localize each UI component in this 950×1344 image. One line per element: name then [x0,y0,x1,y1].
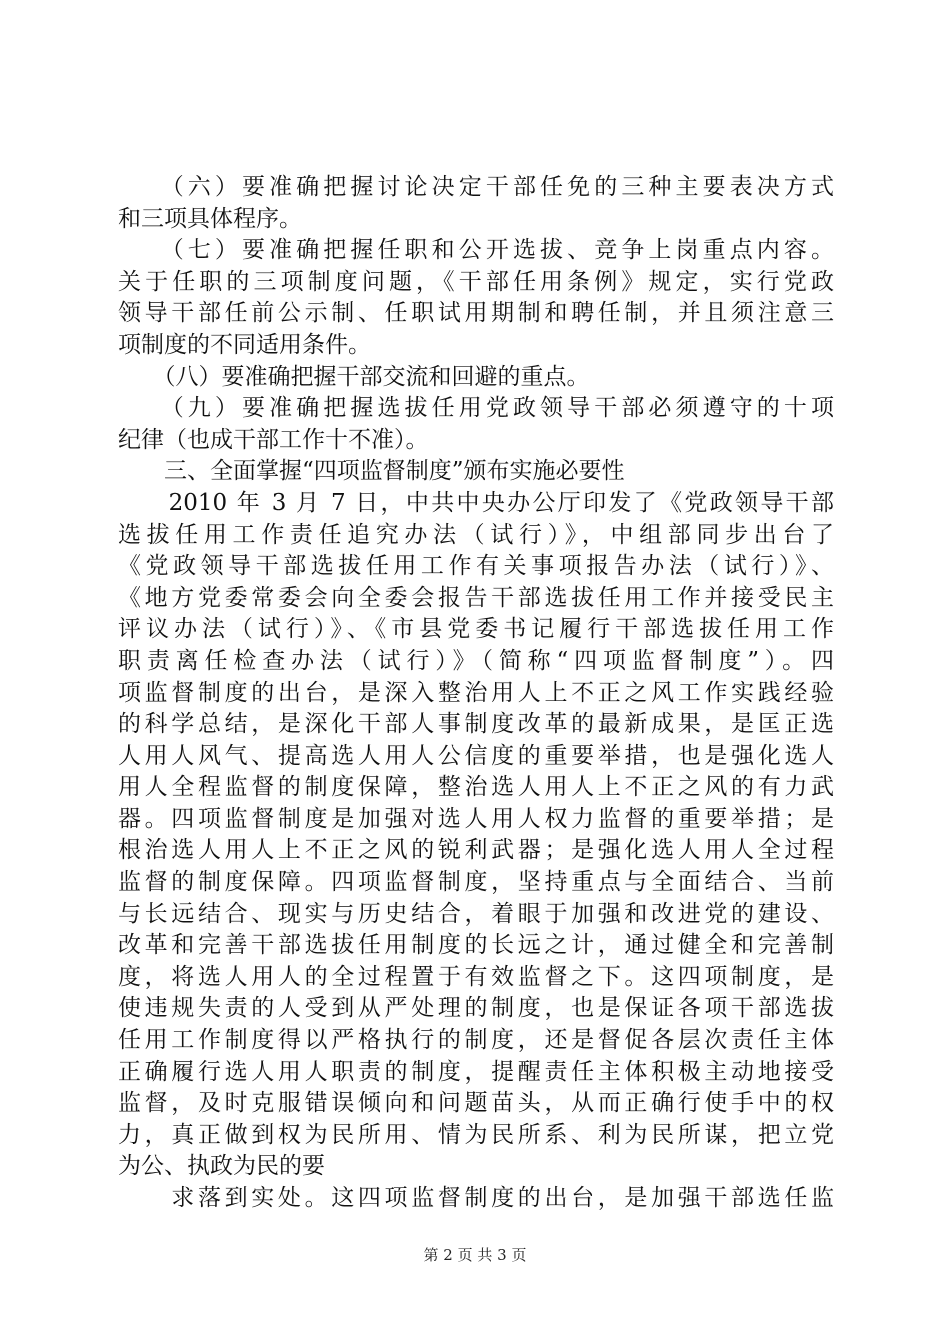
text-line: （七）要准确把握任职和公开选拔、竞争上岗重点内容。 [118,237,834,264]
page-footer [0,1244,950,1265]
text-line: 的科学总结，是深化干部人事制度改革的最新成果，是匡正选 [118,711,834,738]
text-line: （九）要准确把握选拔任用党政领导干部必须遵守的十项 [118,395,834,422]
text-line: 关于任职的三项制度问题，《干部任用条例》规定，实行党政 [118,268,834,295]
text-line: 人用人风气、提高选人用人公信度的重要举措，也是强化选人 [118,742,834,769]
text-line: 《地方党委常委会向全委会报告干部选拔任用工作并接受民主 [118,584,834,611]
text-line: 监督的制度保障。四项监督制度，坚持重点与全面结合、当前 [118,869,834,896]
text-line: 监督，及时克服错误倾向和问题苗头，从而正确行使手中的权 [118,1090,834,1117]
text-line: 力，真正做到权为民所用、情为民所系、利为民所谋，把立党 [118,1121,834,1148]
text-line: 任用工作制度得以严格执行的制度，还是督促各层次责任主体 [118,1027,834,1054]
text-line: 《党政领导干部选拔任用工作有关事项报告办法（试行）》、 [118,553,834,580]
text-line: 与长远结合、现实与历史结合，着眼于加强和改进党的建设、 [118,900,834,927]
text-line: （八）要准确把握干部交流和回避的重点。 [118,363,590,390]
text-line: 选拔任用工作责任追究办法（试行）》，中组部同步出台了 [118,521,834,548]
text-line: 项制度的不同适用条件。 [118,331,371,358]
text-line: 器。四项监督制度是加强对选人用人权力监督的重要举措；是 [118,805,834,832]
page-number-label: 第 2 页 共 3 页 [423,1246,527,1264]
text-line: 改革和完善干部选拔任用制度的长远之计，通过健全和完善制 [118,932,834,959]
text-line: 求落到实处。这四项监督制度的出台，是加强干部选任监 [118,1185,834,1211]
text-line: （六）要准确把握讨论决定干部任免的三种主要表决方式 [118,174,834,200]
text-line: 2010 年 3 月 7 日，中共中央办公厅印发了《党政领导干部 [118,489,834,516]
text-line: 纪律（也成干部工作十不准）。 [118,426,429,453]
text-line: 使违规失责的人受到从严处理的制度，也是保证各项干部选拔 [118,995,834,1022]
text-line: 为公、执政为民的要 [118,1153,325,1180]
text-line: 职责离任检查办法（试行）》（简称“四项监督制度”）。四 [118,647,834,674]
text-line: 度，将选人用人的全过程置于有效监督之下。这四项制度，是 [118,963,834,990]
text-line: 项监督制度的出台，是深入整治用人上不正之风工作实践经验 [118,679,834,706]
document-body [118,172,834,1215]
text-line: 和三项具体程序。 [118,205,302,232]
text-line: 正确履行选人用人职责的制度，提醒责任主体积极主动地接受 [118,1058,834,1085]
text-line: 根治选人用人上不正之风的锐利武器；是强化选人用人全过程 [118,837,834,864]
text-line: 用人全程监督的制度保障，整治选人用人上不正之风的有力武 [118,774,834,801]
text-line: 领导干部任前公示制、任职试用期制和聘任制，并且须注意三 [118,300,834,327]
text-line: 评议办法（试行）》、《市县党委书记履行干部选拔任用工作 [118,616,834,643]
text-line: 三、全面掌握“四项监督制度”颁布实施必要性 [118,458,625,485]
